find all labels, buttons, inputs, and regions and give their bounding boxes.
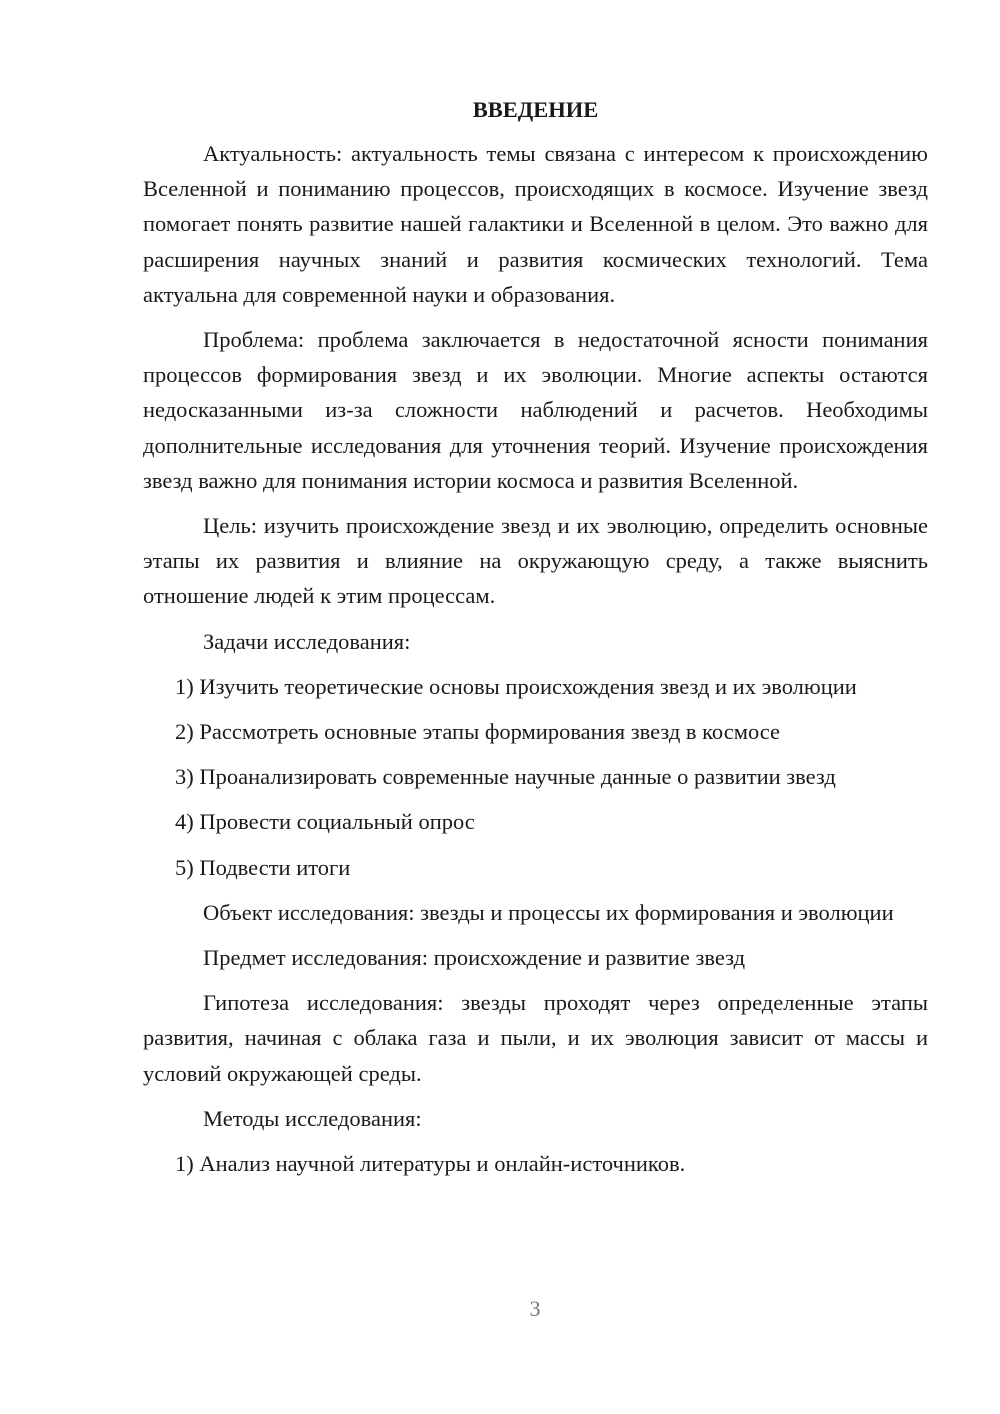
list-item: 3) Проанализировать современные научные данные о развитии звезд (175, 764, 836, 790)
paragraph-relevance: Актуальность: актуальность темы связана с интересом к происхождению Вселенной и пониманию процессов, происходящих в космосе. Изучение звезд помогает понять развитие нашей галактики и Вселенной в целом. Это важно для расширения научных знаний и развития космических технологий. Тема актуальна для современной науки и образования. (143, 141, 928, 307)
methods-list (143, 1146, 928, 1181)
list-item: 1) Изучить теоретические основы происхождения звезд и их эволюции (175, 673, 857, 699)
paragraph-problem: Проблема: проблема заключается в недостаточной ясности понимания процессов формирования звезд и их эволюции. Многие аспекты остаются недосказанными из-за сложности наблюдений и расчетов. Необходимы дополнительные исследования для уточнения теорий. Изучение происхождения звезд важно для понимания истории космоса и развития Вселенной. (143, 327, 928, 493)
paragraph-hypothesis: Гипотеза исследования: звезды проходят через определенные этапы развития, начиная с облака газа и пыли, и их эволюция зависит от массы и условий окружающей среды. (143, 990, 928, 1086)
list-item: 4) Провести социальный опрос (175, 809, 475, 835)
section-title: ВВЕДЕНИЕ (472, 97, 599, 122)
paragraph-goal: Цель: изучить происхождение звезд и их эволюцию, определить основные этапы их развития и влияние на окружающую среду, а также выяснить отношение людей к этим процессам. (143, 513, 928, 609)
tasks-heading: Задачи исследования: (203, 628, 411, 654)
tasks-list (143, 669, 928, 885)
list-item: 5) Подвести итоги (175, 854, 351, 880)
paragraph-object: Объект исследования: звезды и процессы их формирования и эволюции (203, 899, 894, 925)
page-number: 3 (529, 1296, 541, 1321)
methods-heading: Методы исследования: (203, 1105, 422, 1131)
paragraph-subject: Предмет исследования: происхождение и развитие звезд (203, 945, 746, 971)
list-item: 1) Анализ научной литературы и онлайн-источников. (175, 1151, 686, 1177)
list-item: 2) Рассмотреть основные этапы формирования звезд в космосе (175, 719, 781, 745)
document-page (143, 92, 928, 1191)
